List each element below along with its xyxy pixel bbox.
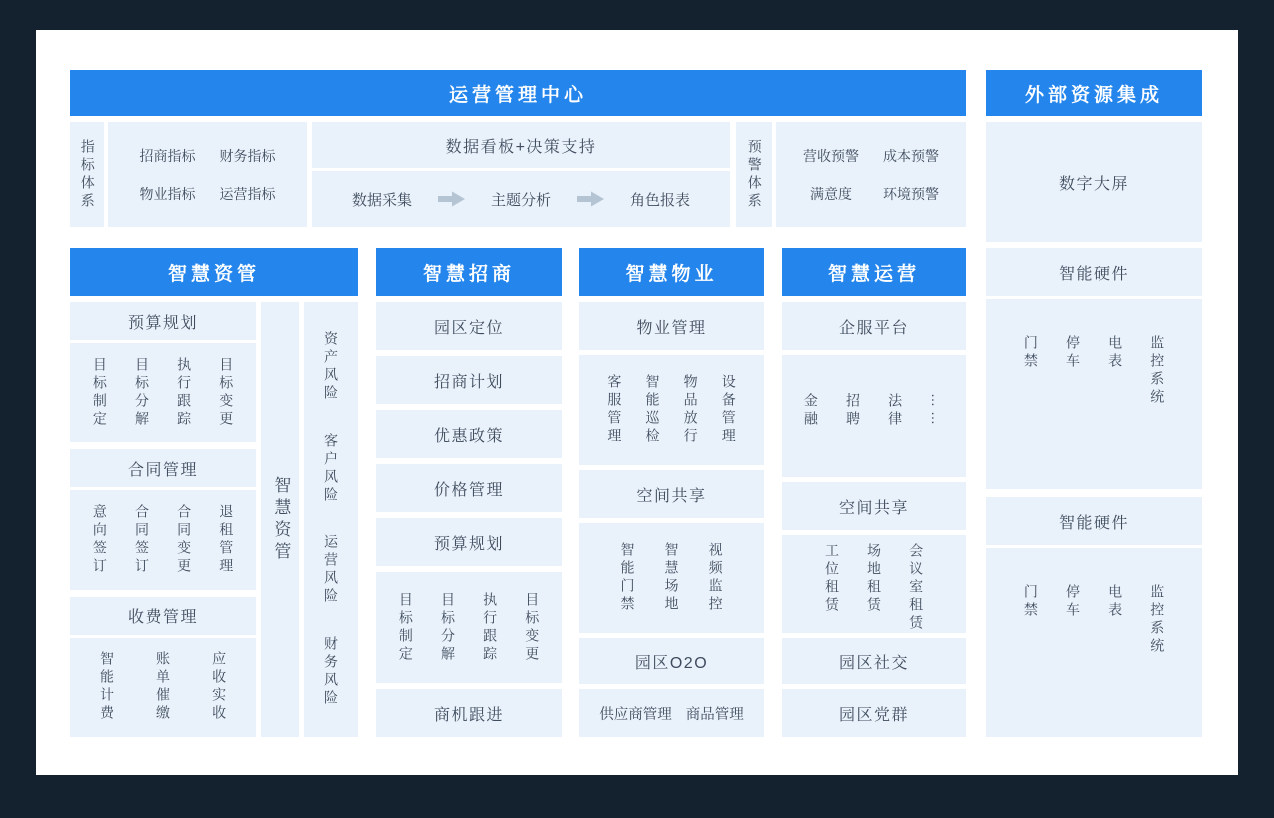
group-title-cell: [70, 597, 256, 635]
hardware-group-1: [986, 248, 1202, 489]
cell-label: 预算规划: [433, 535, 504, 553]
asset-content: [70, 302, 256, 737]
warning-item: 环境预警: [883, 185, 939, 202]
v-item: 目标制定: [397, 591, 414, 664]
v-item: 合同签订: [134, 503, 150, 576]
v-item: 物品放行: [682, 374, 699, 446]
group-title-cell: [70, 302, 256, 340]
risk-item: 资产风险: [323, 331, 340, 404]
indicator-item: 物业指标: [139, 185, 196, 202]
pipeline-step: 角色报表: [630, 191, 691, 209]
v-item: 设备管理: [720, 374, 737, 446]
v-item: 意向签订: [91, 503, 108, 576]
hardware-item: 停车: [1065, 584, 1081, 620]
cell-label: 园区党群: [838, 706, 909, 724]
property-title: 智慧物业: [625, 263, 718, 285]
column-header-investment: [376, 248, 562, 296]
external-title: 外部资源集成: [1024, 84, 1163, 106]
v-item: 智能巡检: [644, 374, 661, 446]
indicator-system-label: 指标体系: [79, 138, 96, 211]
v-item: 应收实收: [211, 651, 228, 724]
asset-budget-group: [70, 302, 256, 442]
cell-label: 空间共享: [636, 487, 707, 505]
cell-label: 园区定位: [433, 319, 504, 337]
diagram-card: [36, 30, 1238, 775]
investment-budget-title: [376, 518, 562, 566]
operation-group-title: [782, 482, 966, 530]
group-title: 合同管理: [127, 461, 198, 479]
v-item: 目标分解: [440, 591, 456, 664]
dashboard-pipeline: [312, 171, 730, 227]
hardware-title: 智能硬件: [1058, 514, 1129, 532]
property-o2o-cell: [579, 638, 764, 684]
v-item: 目标变更: [218, 356, 235, 429]
asset-side-strip: [261, 302, 299, 737]
digital-screen-cell: [986, 122, 1202, 242]
hardware-item: 电表: [1107, 335, 1124, 371]
operation-title: 智慧运营: [827, 263, 920, 285]
v-item: 场地租赁: [866, 543, 883, 615]
investment-cell: [376, 302, 562, 350]
asset-risk-strip: [304, 302, 358, 737]
warning-system-label-box: [736, 122, 772, 227]
indicator-item: 招商指标: [139, 147, 196, 164]
v-item: 金融: [802, 393, 819, 429]
operation-social-cell: [782, 638, 966, 684]
dashboard-title: 数据看板+决策支持: [445, 138, 597, 156]
ops-center-title: 运营管理中心: [448, 84, 587, 106]
v-item: 招聘: [845, 393, 861, 429]
cell-label: 园区社交: [838, 654, 909, 672]
group-items: [70, 343, 256, 442]
dashboard-group: [312, 122, 730, 227]
property-group-items: [579, 355, 764, 465]
external-header: [986, 70, 1202, 116]
hardware-items: [986, 548, 1202, 737]
v-item: 法律: [887, 393, 904, 429]
indicator-items-box: [108, 122, 307, 227]
hardware-item: 电表: [1107, 584, 1124, 620]
property-group-title: [579, 470, 764, 518]
hardware-item: 监控系统: [1149, 335, 1166, 407]
v-item: 合同变更: [176, 503, 193, 576]
cell-label: 价格管理: [433, 481, 504, 499]
cell-label: 供应商管理: [599, 706, 672, 723]
dashboard-title-cell: [312, 122, 730, 168]
v-item: 会议室租赁: [908, 543, 925, 633]
hardware-item: 门禁: [1022, 335, 1039, 371]
hardware-title-cell: [986, 248, 1202, 296]
arrow-right-icon: [438, 191, 465, 207]
hardware-item: 门禁: [1022, 584, 1039, 620]
v-item: 目标分解: [134, 356, 150, 429]
cell-label: 招商计划: [433, 373, 504, 391]
indicator-item: 财务指标: [219, 147, 276, 164]
warning-item: 营收预警: [803, 147, 859, 164]
operation-content: [782, 302, 966, 737]
column-header-asset: [70, 248, 358, 296]
v-item: 账单催缴: [155, 651, 172, 724]
cell-label: 园区O2O: [634, 654, 709, 672]
group-title: 预算规划: [127, 314, 198, 332]
group-title: 收费管理: [127, 609, 198, 627]
v-item: 客服管理: [606, 374, 623, 446]
indicator-system-label-box: [70, 122, 104, 227]
risk-item: 客户风险: [323, 432, 340, 505]
cell-label: 物业管理: [636, 319, 707, 337]
hardware-group-2: [986, 497, 1202, 737]
cell-label: 商品管理: [685, 706, 744, 723]
cell-label: 优惠政策: [433, 427, 504, 445]
cell-label: 商机跟进: [433, 706, 504, 724]
hardware-item: 监控系统: [1149, 584, 1166, 656]
v-item: 执行跟踪: [482, 591, 499, 664]
indicator-item: 运营指标: [219, 185, 276, 202]
operation-group-items: [782, 355, 966, 477]
investment-cell: [376, 356, 562, 404]
property-content: [579, 302, 764, 737]
pipeline-step: 数据采集: [351, 191, 412, 209]
v-item: 智慧场地: [663, 542, 680, 614]
asset-fee-group: [70, 597, 256, 737]
warning-item: 满意度: [810, 185, 852, 202]
investment-title: 智慧招商: [422, 263, 515, 285]
property-group-title: [579, 302, 764, 350]
v-item: 目标变更: [524, 591, 541, 664]
risk-item: 财务风险: [323, 635, 340, 708]
column-header-operation: [782, 248, 966, 296]
pipeline-step: 主题分析: [490, 191, 551, 209]
operation-party-cell: [782, 689, 966, 737]
v-item: 执行跟踪: [176, 356, 193, 429]
operation-group-items: [782, 535, 966, 633]
property-group-items: [579, 523, 764, 633]
v-item: 工位租赁: [823, 543, 840, 615]
v-item: 视频监控: [707, 542, 724, 614]
cell-label: 企服平台: [838, 319, 909, 337]
digital-screen-label: 数字大屏: [1058, 175, 1129, 193]
arrow-right-icon: [577, 191, 604, 207]
group-items: [70, 638, 256, 737]
warning-items-box: [776, 122, 966, 227]
cell-label: 空间共享: [838, 499, 909, 517]
asset-contract-group: [70, 449, 256, 589]
v-item: 智能门禁: [619, 542, 636, 614]
hardware-title: 智能硬件: [1058, 265, 1129, 283]
group-items: [70, 490, 256, 589]
asset-title: 智慧资管: [167, 263, 260, 285]
hardware-title-cell: [986, 497, 1202, 545]
group-title-cell: [70, 449, 256, 487]
v-item: 智能计费: [98, 651, 115, 724]
hardware-item: 停车: [1065, 335, 1081, 371]
investment-cell: [376, 464, 562, 512]
investment-bottom-cell: [376, 689, 562, 737]
v-item: 目标制定: [91, 356, 108, 429]
ops-center-header: [70, 70, 966, 116]
investment-cell: [376, 410, 562, 458]
v-item: 退租管理: [218, 503, 235, 576]
asset-side-label: 智慧资管: [271, 475, 291, 564]
risk-item: 运营风险: [323, 534, 340, 607]
investment-budget-items: [376, 572, 562, 683]
hardware-items: [986, 299, 1202, 489]
warning-system-label: 预警体系: [746, 138, 763, 211]
column-header-property: [579, 248, 764, 296]
more-services-ellipsis: ……: [929, 393, 946, 429]
operation-group-title: [782, 302, 966, 350]
property-bottom-cell: [579, 689, 764, 737]
warning-item: 成本预警: [883, 147, 939, 164]
investment-content: [376, 302, 562, 737]
